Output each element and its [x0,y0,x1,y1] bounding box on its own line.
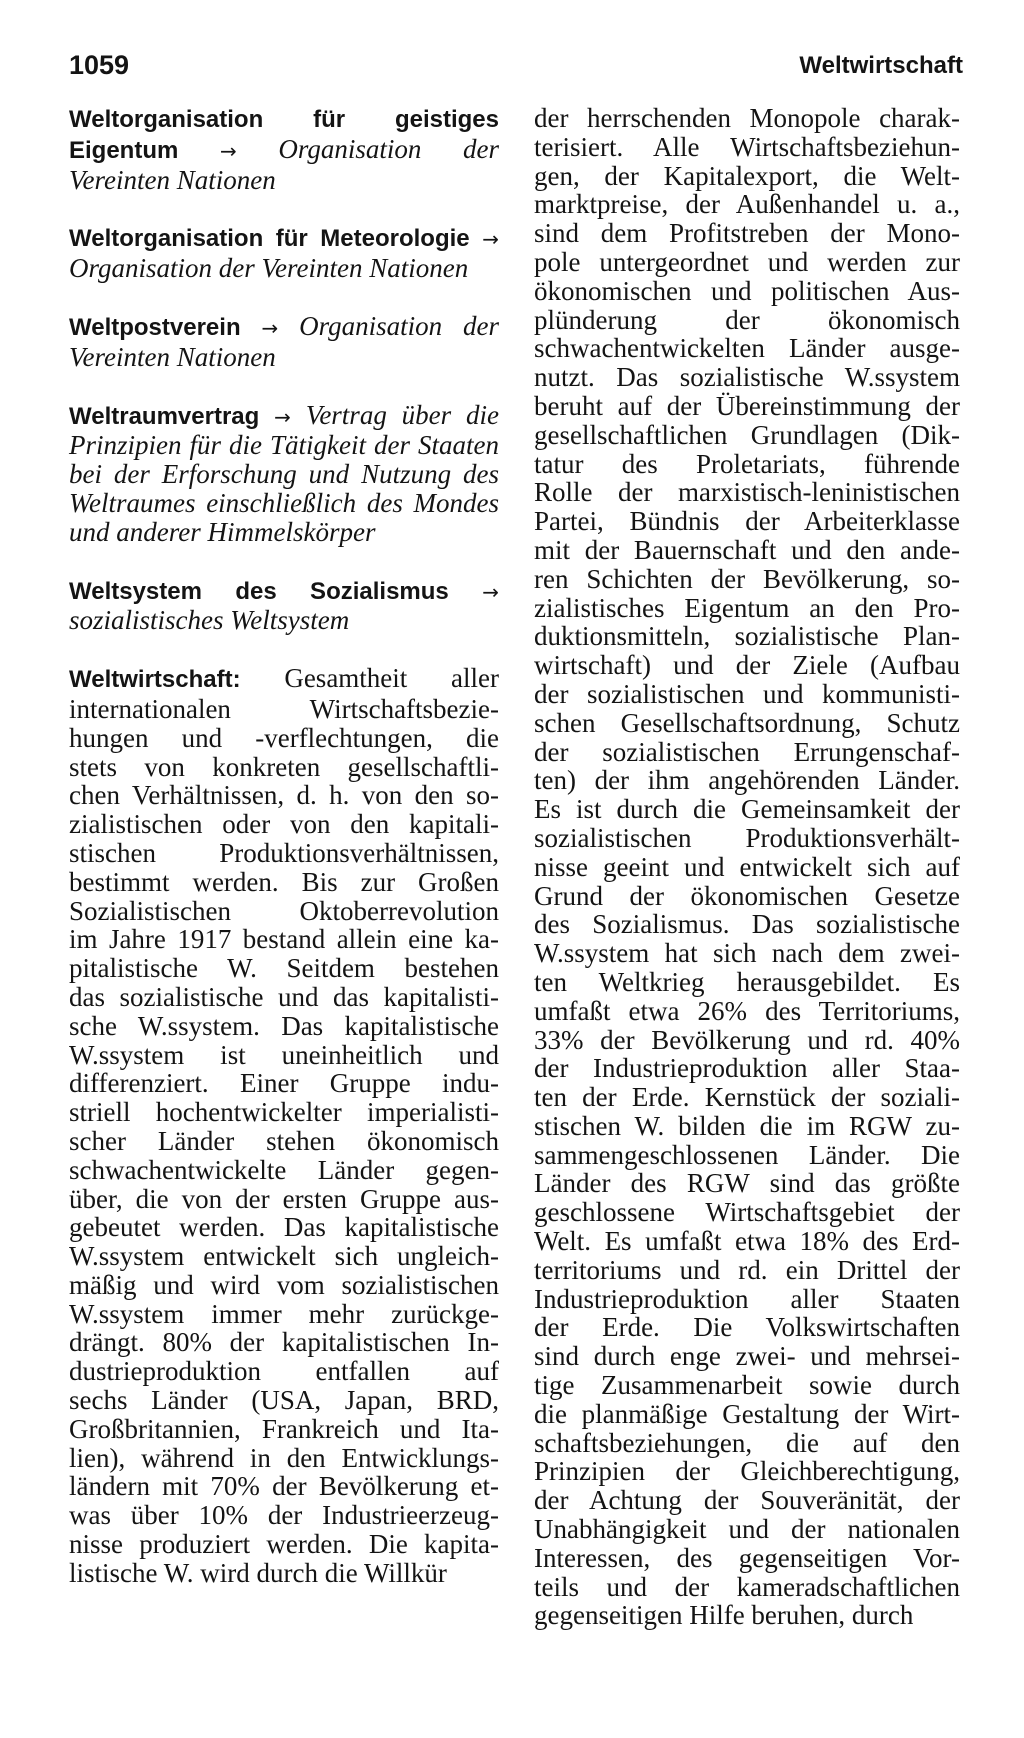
headword: Weltorganisation für geistiges Eigentum [69,106,499,164]
text-line: terisiert. Alle Wirtschaftsbeziehun- [534,131,960,162]
text-line: ten) der ihm angehörenden Länder. [534,765,960,796]
text-line: der sozialistischen und kommunisti- [534,678,960,709]
text-line: tatur des Proletariats, führende [534,448,960,479]
text-line: W.ssystem entwickelt sich ungleich- [69,1241,499,1272]
text-line: stischen W. bilden die im RGW zu- [534,1110,960,1141]
text-line: duktionsmitteln, sozialistische Plan- [534,621,960,652]
text-line: W.ssystem hat sich nach dem zwei- [534,938,960,969]
text-line: Industrieproduktion aller Staaten [534,1283,960,1314]
text-line: gebeutet werden. Das kapitalistische [69,1212,499,1243]
text-line: internationalen Wirtschaftsbezie- [69,693,499,724]
cross-reference-arrow-icon: → [261,315,279,340]
text-line: beruht auf der Übereinstimmung der [534,390,960,421]
text-line: sche W.ssystem. Das kapitalistische [69,1010,499,1041]
text-line: schwachentwickelten Länder ausge- [534,333,960,364]
text-line: das sozialistische und das kapitalisti- [69,981,499,1012]
text-line: pole untergeordnet und werden zur [534,246,960,277]
text-line: Interessen, des gegenseitigen Vor- [534,1542,960,1573]
text-line: lien), während in den Entwicklungs- [69,1442,499,1473]
text-line: des Sozialismus. Das sozialistische [534,909,960,940]
text-line: dustrieproduktion entfallen auf [69,1356,499,1387]
text-line: Es ist durch die Gemeinsamkeit der [534,794,960,825]
headword: Weltsystem des Sozialismus [69,577,449,605]
text-line: sammengeschlossenen Länder. Die [534,1139,960,1170]
text-line: schaftsbeziehungen, die auf den [534,1427,960,1458]
text-line: der Industrieproduktion aller Staa- [534,1053,960,1084]
text-line: scher Länder stehen ökonomisch [69,1125,499,1156]
text-line: der herrschenden Monopole charak- [534,103,960,133]
text-line: umfaßt etwa 26% des Territoriums, [534,995,960,1026]
text-line: der Achtung der Souveränität, der [534,1485,960,1516]
text-line: Großbritannien, Frankreich und Ita- [69,1413,499,1444]
text-line: im Jahre 1917 bestand allein eine ka- [69,924,499,955]
headword: Weltpostverein [69,313,241,341]
text-line: sind dem Profitstreben der Mono- [534,218,960,249]
text-line: nisse produziert werden. Die kapita- [69,1529,499,1560]
text-line: geschlossene Wirtschaftsgebiet der [534,1197,960,1228]
text-line: 33% der Bevölkerung und rd. 40% [534,1024,960,1055]
text-line: Unabhängigkeit und der nationalen [534,1514,960,1545]
text-line: der sozialistischen Errungenschaf- [534,736,960,767]
text-line: striell hochentwickelter imperialisti- [69,1097,499,1128]
text-line: Welt. Es umfaßt etwa 18% des Erd- [534,1226,960,1257]
text-line: ten der Erde. Kernstück der soziali- [534,1082,960,1113]
text-line: wirtschaft) und der Ziele (Aufbau [534,650,960,681]
text-line: nisse geeint und entwickelt sich auf [534,851,960,882]
right-column [534,104,960,1630]
text-line: sozialistischen Produktionsverhält- [534,822,960,853]
text-line: sind durch enge zwei- und mehrsei- [534,1341,960,1372]
text-line: ökonomischen und politischen Aus- [534,275,960,306]
text-line: sechs Länder (USA, Japan, BRD, [69,1385,499,1416]
running-head: Weltwirtschaft [799,52,963,79]
text-line: Rolle der marxistisch-leninistischen [534,477,960,508]
text-line: plünderung der ökonomisch [534,304,960,335]
text-line: schwachentwickelte Länder gegen- [69,1154,499,1185]
text-line: mit der Bauernschaft und den ande- [534,534,960,565]
entry-wmo [69,223,499,283]
text-line: ten Weltkrieg herausgebildet. Es [534,966,960,997]
text-line: stischen Produktionsverhältnissen, [69,837,499,868]
text-line: schen Gesellschaftsordnung, Schutz [534,707,960,738]
text-line: teils und der kameradschaftlichen [534,1571,960,1602]
text-line: pitalistische W. Seitdem bestehen [69,953,499,984]
cross-reference-arrow-icon: → [482,227,499,252]
cross-reference: Organisation der Vereinten Nationen [69,253,469,284]
text-line: hungen und -verflechtungen, die [69,722,499,753]
left-column [69,104,499,1588]
text-line: was über 10% der Industrieerzeug- [69,1500,499,1531]
text-line: Prinzipien der Gleichberechtigung, [534,1456,960,1487]
entry-wipo [69,104,499,194]
text-line: marktpreise, der Außenhandel u. a., [534,189,960,220]
entry-weltwirtschaft [69,664,499,1588]
entry-weltsystem [69,576,499,636]
text-line: Länder des RGW sind das größte [534,1168,960,1199]
entry-body-right [534,104,960,1630]
text-line: W.ssystem ist uneinheitlich und [69,1039,499,1070]
headword: Weltorganisation für Meteorologie [69,225,470,253]
headword: Weltraumvertrag [69,402,260,430]
headword: Weltwirtschaft: [69,666,241,694]
cross-reference: sozialistisches Weltsystem [69,605,350,636]
text-line: der Erde. Die Volkswirtschaften [534,1312,960,1343]
page-number: 1059 [69,50,130,80]
text-line: die planmäßige Gestaltung der Wirt- [534,1398,960,1429]
text-line: nutzt. Das sozialistische W.ssystem [534,362,960,393]
text-line: W.ssystem immer mehr zurückge- [69,1298,499,1329]
text-line: Weltwirtschaft: Gesamtheit aller [69,663,499,694]
text-line: ren Schichten der Bevölkerung, so- [534,563,960,594]
entry-body-left [69,664,499,1588]
text-line: stets von konkreten gesellschaftli- [69,751,499,782]
entry-weltraumvertrag [69,401,499,547]
text-line: über, die von der ersten Gruppe aus- [69,1183,499,1214]
text-line: gen, der Kapitalexport, die Welt- [534,160,960,191]
cross-reference-arrow-icon: → [482,579,500,604]
text-line: zialistisches Eigentum an den Pro- [534,592,960,623]
cross-reference: Organisation der Vereinten Nationen [69,310,500,372]
text-line: chen Verhältnissen, d. h. von den so- [69,780,499,811]
text-line: Sozialistischen Oktoberrevolution [69,895,499,926]
text-line: mäßig und wird vom sozialistischen [69,1269,499,1300]
cross-reference-arrow-icon: → [219,138,237,163]
text-line: Grund der ökonomischen Gesetze [534,880,960,911]
text-line: gesellschaftlichen Grundlagen (Dik- [534,419,960,450]
cross-reference: Vertrag über die Prinzipien für die Tätigkeit der Staaten bei der Erforschung und Nutzung des Weltraumes einschließlich des Mondes und anderer Himmelskörper [69,399,500,547]
text-line: differenziert. Einer Gruppe indu- [69,1068,499,1099]
text-line: drängt. 80% der kapitalistischen In- [69,1327,499,1358]
text-line: tige Zusammenarbeit sowie durch [534,1370,960,1401]
text-line: zialistischen oder von den kapitali- [69,809,499,840]
entry-upu [69,312,499,372]
cross-reference-arrow-icon: → [274,404,291,429]
text-line: Partei, Bündnis der Arbeiterklasse [534,506,960,537]
text-line: ländern mit 70% der Bevölkerung et- [69,1471,499,1502]
text-line: territoriums und rd. ein Drittel der [534,1254,960,1285]
text-line: bestimmt werden. Bis zur Großen [69,866,499,897]
cross-reference: Organisation der Vereinten Nationen [69,133,499,195]
text-line: gegenseitigen Hilfe beruhen, durch [534,1600,914,1631]
text-line: listische W. wird durch die Willkür [69,1557,447,1588]
